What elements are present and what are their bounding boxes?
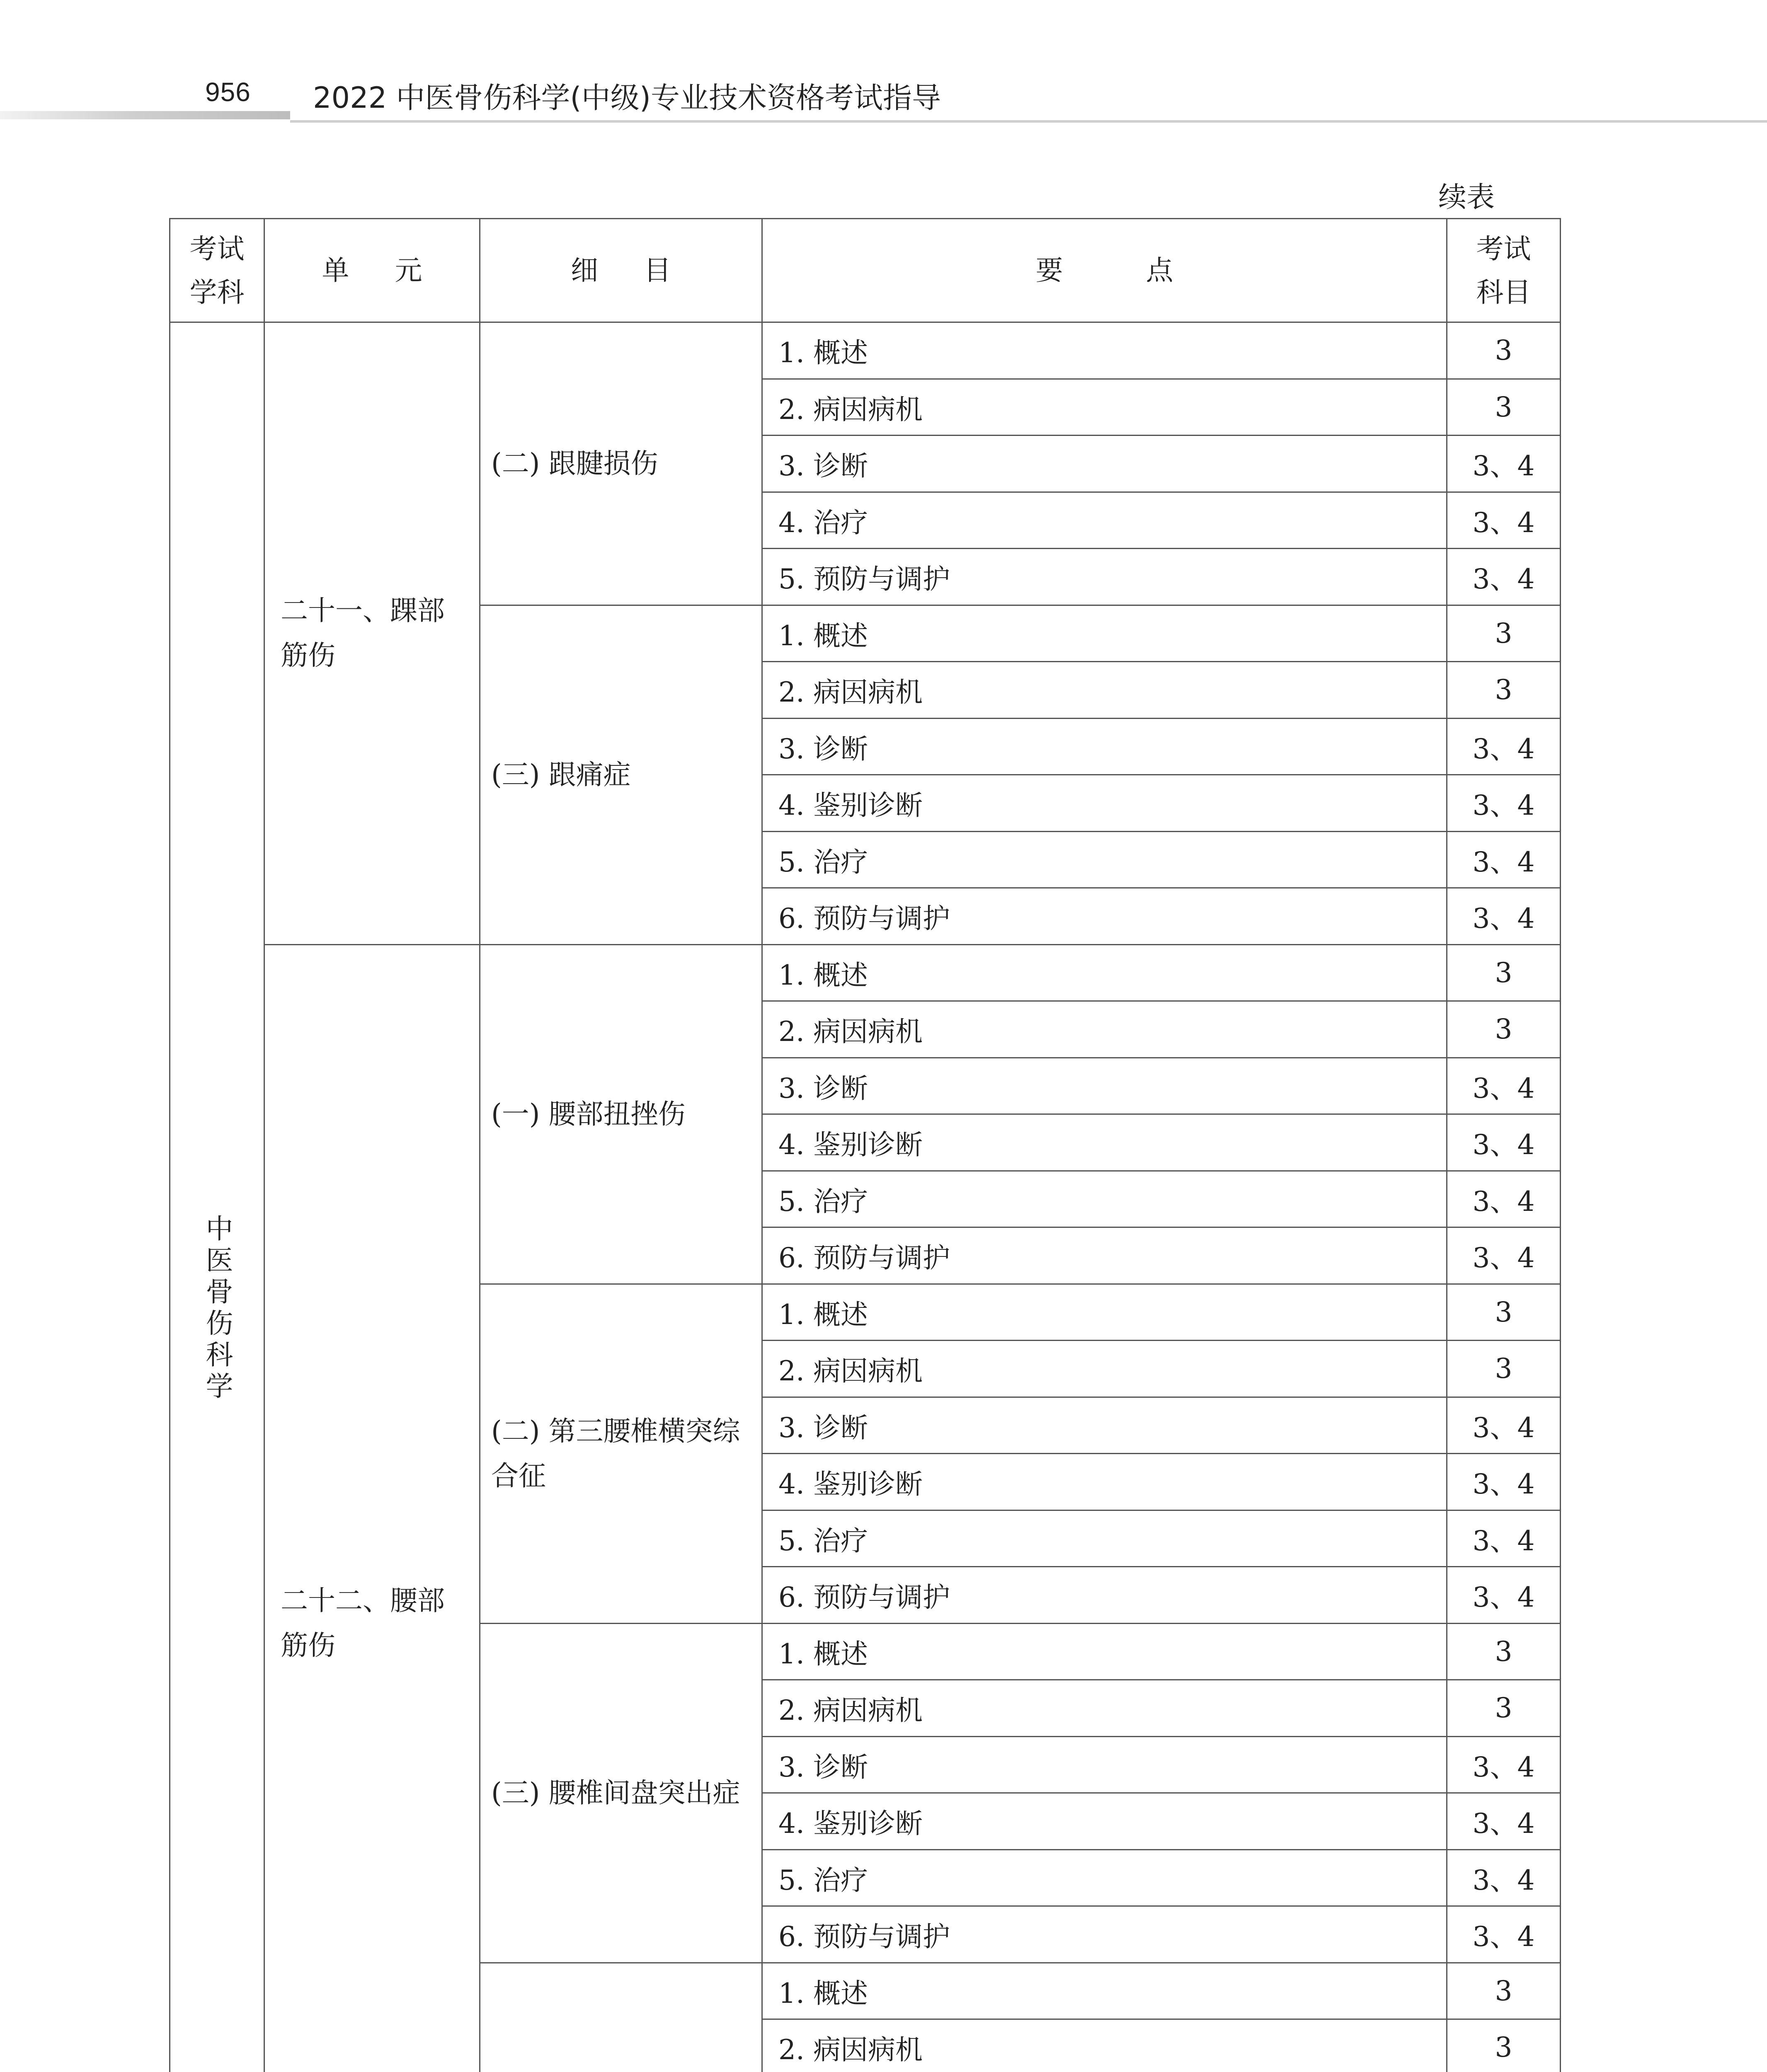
point-cell: 6. 预防与调护: [762, 1567, 1447, 1624]
header-point-text: 要点: [1035, 254, 1256, 286]
point-cell: 2. 病因病机: [762, 662, 1447, 719]
running-title: 2022 中医骨伤科学(中级)专业技术资格考试指导: [313, 81, 941, 115]
item-cell: [480, 1963, 762, 2072]
unit-cell: 二十一、踝部筋伤: [264, 322, 480, 945]
level-cell: 3、4: [1447, 1736, 1561, 1793]
point-cell: 3. 诊断: [762, 1397, 1447, 1454]
table-header-row: [170, 219, 1561, 322]
level-cell: 3、4: [1447, 1567, 1561, 1624]
point-cell: 4. 鉴别诊断: [762, 1114, 1447, 1171]
header-level-text: 考试科目: [1476, 232, 1531, 308]
level-cell: 3、4: [1447, 831, 1561, 888]
level-cell: 3、4: [1447, 1849, 1561, 1906]
level-cell: 3: [1447, 1284, 1561, 1341]
point-cell: 1. 概述: [762, 1623, 1447, 1680]
point-cell: 5. 治疗: [762, 1171, 1447, 1227]
page-header: [0, 0, 1767, 124]
point-cell: 1. 概述: [762, 605, 1447, 662]
header-subject: [170, 219, 264, 322]
level-cell: 3: [1447, 1001, 1561, 1058]
point-cell: 2. 病因病机: [762, 379, 1447, 436]
point-cell: 3. 诊断: [762, 1058, 1447, 1114]
level-cell: 3、4: [1447, 888, 1561, 945]
level-cell: 3、4: [1447, 718, 1561, 775]
level-cell: 3: [1447, 379, 1561, 436]
level-cell: 3、4: [1447, 1510, 1561, 1567]
point-cell: 6. 预防与调护: [762, 1906, 1447, 1963]
subject-text: 中医骨伤科学: [201, 1214, 233, 1404]
header-unit-text: 单元: [322, 254, 468, 286]
level-cell: 3: [1447, 605, 1561, 662]
header-item-text: 细目: [571, 254, 717, 286]
point-cell: 2. 病因病机: [762, 1001, 1447, 1058]
level-cell: 3: [1447, 1963, 1561, 2019]
point-cell: 6. 预防与调护: [762, 888, 1447, 945]
table-row: [170, 944, 1561, 1001]
point-cell: 5. 预防与调护: [762, 549, 1447, 605]
level-cell: 3、4: [1447, 1397, 1561, 1454]
level-cell: 3: [1447, 1623, 1561, 1680]
point-cell: 4. 鉴别诊断: [762, 1793, 1447, 1850]
level-cell: 3、4: [1447, 1454, 1561, 1510]
point-cell: 2. 病因病机: [762, 1680, 1447, 1737]
header-unit: [264, 219, 480, 322]
header-rule-accent: [0, 111, 290, 119]
level-cell: 3: [1447, 1680, 1561, 1737]
header-item: [480, 219, 762, 322]
level-cell: 3、4: [1447, 775, 1561, 832]
point-cell: 3. 诊断: [762, 436, 1447, 492]
point-cell: 1. 概述: [762, 322, 1447, 379]
level-cell: 3: [1447, 944, 1561, 1001]
level-cell: 3、4: [1447, 436, 1561, 492]
item-cell: (二) 跟腱损伤: [480, 322, 762, 605]
level-cell: 3: [1447, 1341, 1561, 1397]
point-cell: 4. 鉴别诊断: [762, 775, 1447, 832]
level-cell: 3: [1447, 322, 1561, 379]
point-cell: 2. 病因病机: [762, 2019, 1447, 2072]
header-point: [762, 219, 1447, 322]
level-cell: 3、4: [1447, 1058, 1561, 1114]
table-body: [170, 322, 1561, 2072]
level-cell: 3、4: [1447, 1114, 1561, 1171]
point-cell: 2. 病因病机: [762, 1341, 1447, 1397]
level-cell: 3、4: [1447, 549, 1561, 605]
point-cell: 3. 诊断: [762, 1736, 1447, 1793]
page-number: 956: [205, 77, 251, 107]
continued-label: 续表: [1438, 181, 1495, 214]
subject-cell: [170, 322, 264, 2072]
point-cell: 1. 概述: [762, 1963, 1447, 2019]
point-cell: 5. 治疗: [762, 1510, 1447, 1567]
level-cell: 3: [1447, 2019, 1561, 2072]
item-cell: (三) 跟痛症: [480, 605, 762, 944]
point-cell: 4. 治疗: [762, 492, 1447, 549]
point-cell: 5. 治疗: [762, 831, 1447, 888]
item-cell: (三) 腰椎间盘突出症: [480, 1623, 762, 1963]
level-cell: 3: [1447, 662, 1561, 719]
unit-cell: 二十二、腰部筋伤: [264, 944, 480, 2072]
header-subject-text: 考试学科: [189, 232, 245, 308]
level-cell: 3、4: [1447, 1171, 1561, 1227]
point-cell: 5. 治疗: [762, 1849, 1447, 1906]
level-cell: 3、4: [1447, 492, 1561, 549]
level-cell: 3、4: [1447, 1227, 1561, 1284]
syllabus-table: [169, 218, 1561, 2072]
header-level: [1447, 219, 1561, 322]
point-cell: 6. 预防与调护: [762, 1227, 1447, 1284]
item-cell: (一) 腰部扭挫伤: [480, 944, 762, 1284]
table-row: [170, 322, 1561, 379]
item-cell: (二) 第三腰椎横突综合征: [480, 1284, 762, 1623]
point-cell: 1. 概述: [762, 1284, 1447, 1341]
level-cell: 3、4: [1447, 1793, 1561, 1850]
point-cell: 4. 鉴别诊断: [762, 1454, 1447, 1510]
point-cell: 3. 诊断: [762, 718, 1447, 775]
point-cell: 1. 概述: [762, 944, 1447, 1001]
header-rule: [290, 120, 1767, 123]
level-cell: 3、4: [1447, 1906, 1561, 1963]
